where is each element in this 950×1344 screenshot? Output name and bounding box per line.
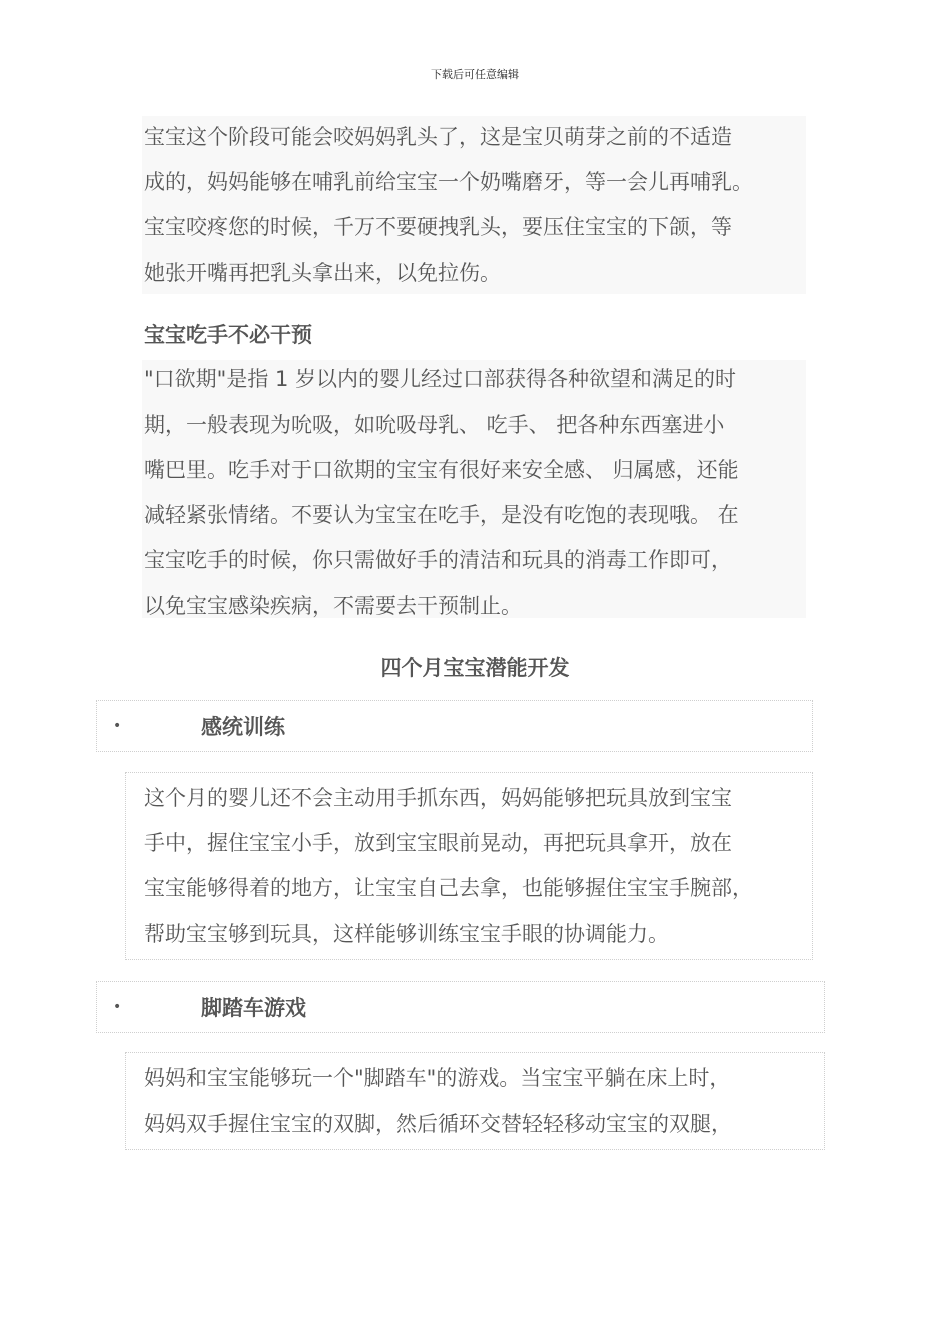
item-body-line: 手中，握住宝宝小手，放到宝宝眼前晃动，再把玩具拿开，放在 bbox=[144, 831, 732, 855]
paragraph1-line: 宝宝这个阶段可能会咬妈妈乳头了，这是宝贝萌芽之前的不适造 bbox=[144, 125, 732, 149]
item-body-line: 这个月的婴儿还不会主动用手抓东西，妈妈能够把玩具放到宝宝 bbox=[144, 786, 732, 810]
heading-thumb-sucking: 宝宝吃手不必干预 bbox=[144, 323, 312, 347]
paragraph2-line: 嘴巴里。吃手对于口欲期的宝宝有很好来安全感、 归属感，还能 bbox=[144, 458, 739, 482]
paragraph1-line: 成的，妈妈能够在哺乳前给宝宝一个奶嘴磨牙，等一会儿再哺乳。 bbox=[144, 170, 753, 194]
paragraph2-line: "口欲期"是指 1 岁以内的婴儿经过口部获得各种欲望和满足的时 bbox=[144, 367, 737, 391]
item-body-line: 妈妈双手握住宝宝的双脚，然后循环交替轻轻移动宝宝的双腿， bbox=[144, 1112, 732, 1136]
paragraph2-line: 减轻紧张情绪。不要认为宝宝在吃手，是没有吃饱的表现哦。 在 bbox=[144, 503, 739, 527]
bullet-marker: • bbox=[113, 999, 122, 1015]
paragraph2-line: 期，一般表现为吮吸，如吮吸母乳、 吃手、 把各种东西塞进小 bbox=[144, 413, 725, 437]
item-title: 脚踏车游戏 bbox=[201, 996, 306, 1020]
paragraph1-line: 她张开嘴再把乳头拿出来，以免拉伤。 bbox=[144, 261, 501, 285]
paragraph1-line: 宝宝咬疼您的时候，千万不要硬拽乳头，要压住宝宝的下颌，等 bbox=[144, 215, 732, 239]
item-body-line: 宝宝能够得着的地方，让宝宝自己去拿，也能够握住宝宝手腕部， bbox=[144, 876, 753, 900]
paragraph2-background bbox=[142, 360, 806, 618]
bullet-marker: • bbox=[113, 718, 122, 734]
item-body-line: 帮助宝宝够到玩具，这样能够训练宝宝手眼的协调能力。 bbox=[144, 922, 669, 946]
header-note: 下载后可任意编辑 bbox=[431, 68, 519, 81]
item-title: 感统训练 bbox=[201, 715, 285, 739]
item-body-line: 妈妈和宝宝能够玩一个"脚踏车"的游戏。当宝宝平躺在床上时， bbox=[144, 1066, 731, 1090]
paragraph2-line: 以免宝宝感染疾病，不需要去干预制止。 bbox=[144, 594, 522, 618]
section-title: 四个月宝宝潜能开发 bbox=[380, 656, 570, 680]
paragraph2-line: 宝宝吃手的时候，你只需做好手的清洁和玩具的消毒工作即可， bbox=[144, 548, 732, 572]
